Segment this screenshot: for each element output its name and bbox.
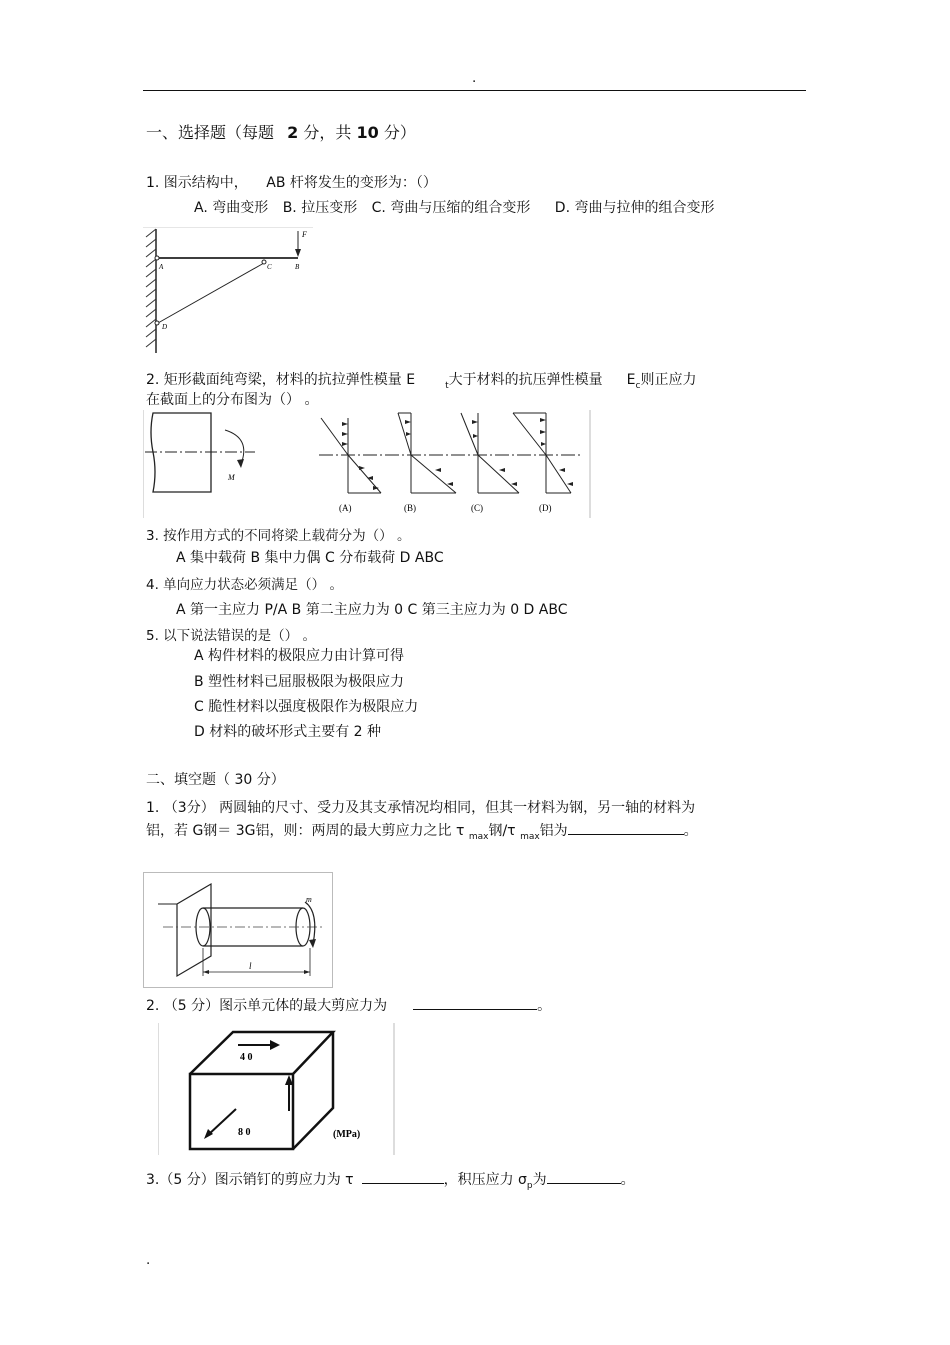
q1-label-f: F	[302, 230, 307, 239]
s2-q2-label-top: 4 0	[240, 1052, 253, 1063]
s2-q1-answer-blank[interactable]	[568, 820, 684, 835]
s2-q1-label-l: l	[249, 961, 252, 971]
q2-line1: 2. 矩形截面纯弯梁，材料的抗拉弹性模量 E $_t$大于材料的抗压弹性模量 $E_c$则正应力	[146, 372, 697, 391]
q1-option-b: B. 拉压变形	[282, 200, 358, 216]
q2-label-c: (C)	[471, 503, 483, 513]
q2-stress-figure	[143, 410, 593, 518]
q3-stem: 3. 按作用方式的不同将梁上载荷分为（） 。	[146, 528, 411, 544]
q2-label-b: (B)	[404, 503, 416, 513]
q1-options	[194, 197, 714, 217]
s2-q2-text: 2. （5 分）图示单元体的最大剪应力为 。	[146, 995, 551, 1015]
q4-options: A 第一主应力 P/A B 第二主应力为 0 C 第三主应力为 0 D ABC	[176, 602, 568, 618]
q3-options: A 集中载荷 B 集中力偶 C 分布载荷 D ABC	[176, 550, 444, 566]
s2-q2-cube-figure	[158, 1023, 396, 1155]
s2-q1-line2: 铝，若 G钢＝ 3G铝，则：两周的最大剪应力之比 τ $_{max}$钢/τ $_{max}$铝为 。	[146, 820, 698, 840]
q1-option-d: D. 弯曲与拉伸的组合变形	[554, 200, 715, 216]
q1-option-c: C. 弯曲与压缩的组合变形	[371, 200, 531, 216]
q5-option-c: C 脆性材料以强度极限作为极限应力	[194, 699, 419, 715]
q1-stem: 1. 图示结构中， AB 杆将发生的变形为：（）	[146, 175, 437, 191]
q5-option-b: B 塑性材料已屈服极限为极限应力	[194, 674, 405, 690]
q1-structure-figure	[143, 227, 313, 357]
q5-option-d: D 材料的破坏形式主要有 2 种	[194, 724, 382, 740]
q1-label-c: C	[267, 263, 272, 271]
header-rule	[143, 90, 806, 91]
s2-q3-text: 3.（5 分）图示销钉的剪应力为 τ ，积压应力 $\sigma_p$为 。	[146, 1169, 635, 1189]
s2-q2-label-unit: (MPa)	[333, 1129, 361, 1140]
q1-label-d: D	[162, 323, 168, 331]
q2-label-m: M	[228, 473, 235, 482]
header-dot: .	[472, 70, 477, 86]
q1-option-a: A. 弯曲变形	[194, 200, 269, 216]
s2-q1-label-m: m	[306, 895, 312, 904]
s2-q3-bearing-blank[interactable]	[547, 1169, 621, 1184]
q2-label-a: (A)	[339, 503, 352, 513]
q5-option-a: A 构件材料的极限应力由计算可得	[194, 648, 405, 664]
s2-q3-shear-blank[interactable]	[362, 1169, 444, 1184]
q2-label-d: (D)	[539, 503, 552, 513]
q1-label-a: A	[159, 263, 164, 271]
q4-stem: 4. 单向应力状态必须满足（） 。	[146, 577, 343, 593]
q5-stem: 5. 以下说法错误的是（） 。	[146, 628, 316, 644]
s2-q2-label-front: 8 0	[238, 1127, 251, 1138]
q2-line2: 在截面上的分布图为（） 。	[146, 392, 319, 408]
section2-title: 二、填空题（ 30 分）	[146, 772, 285, 788]
s2-q1-line1: 1. （3分） 两圆轴的尺寸、受力及其支承情况均相同，但其一材料为钢，另一轴的材料为	[146, 800, 696, 816]
s2-q2-answer-blank[interactable]	[413, 995, 537, 1010]
q1-label-b: B	[295, 263, 300, 271]
footer-dot: .	[146, 1252, 151, 1268]
s2-q1-shaft-figure	[143, 872, 333, 988]
section1-title: 一、选择题（每题 2 分，共 10 分）	[146, 123, 416, 142]
